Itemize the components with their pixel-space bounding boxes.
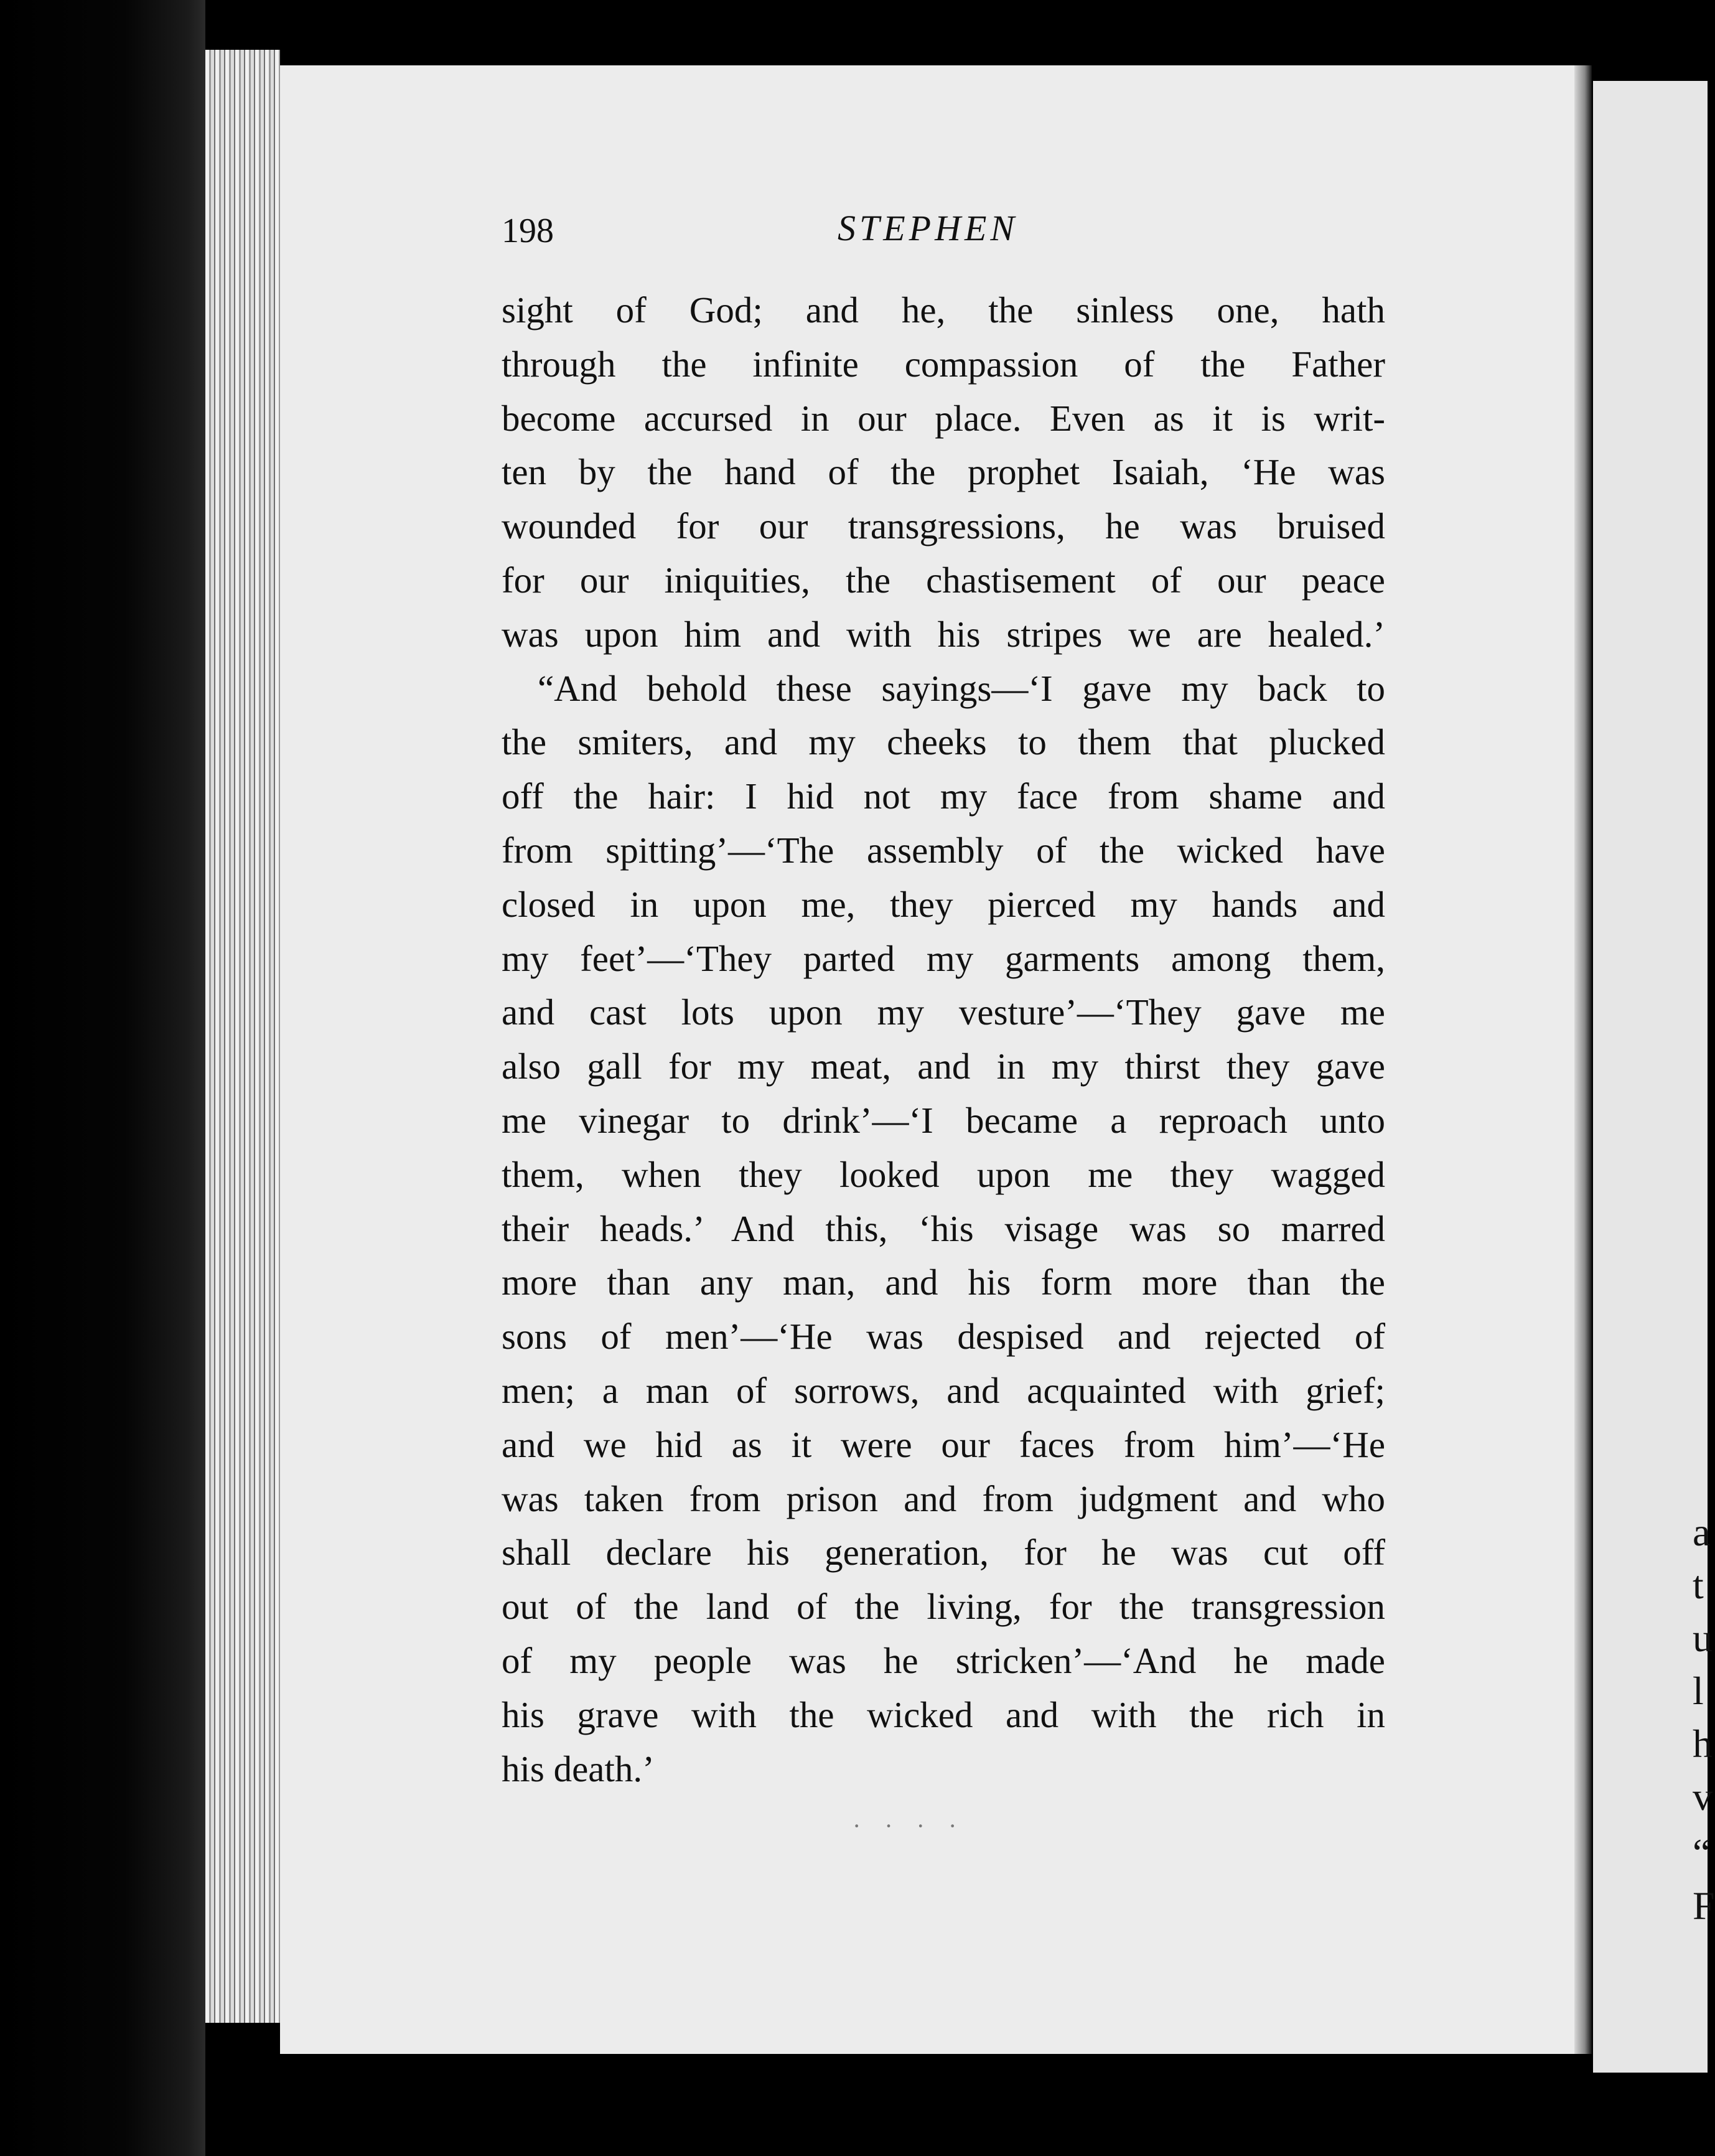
adjacent-page-letter: a: [1693, 1510, 1711, 1554]
text-line: from spitting’—‘The assembly of the wicked have: [502, 829, 1385, 871]
stacked-page-edges: [205, 50, 280, 2023]
adjacent-page-letter: t: [1693, 1563, 1704, 1607]
text-line: more than any man, and his form more than the: [502, 1262, 1385, 1303]
text-line: also gall for my meat, and in my thirst they gave: [502, 1046, 1385, 1087]
text-line: his grave with the wicked and with the rich in: [502, 1694, 1385, 1735]
text-line: was upon him and with his stripes we are healed.’: [502, 613, 1385, 655]
text-line: for our iniquities, the chastisement of our peace: [502, 559, 1385, 601]
adjacent-page-letter: u: [1693, 1616, 1713, 1660]
text-line: through the infinite compassion of the Father: [502, 343, 1385, 385]
adjacent-page-letter: v: [1693, 1774, 1713, 1819]
book-binding-shadow: [0, 0, 205, 2156]
text-line: his death.’: [502, 1748, 655, 1789]
adjacent-page-letter: “: [1693, 1830, 1711, 1875]
text-line: closed in upon me, they pierced my hands and: [502, 883, 1385, 925]
text-line: my feet’—‘They parted my garments among them,: [502, 937, 1385, 979]
text-line: men; a man of sorrows, and acquainted with grief;: [502, 1369, 1385, 1411]
text-line: their heads.’ And this, ‘his visage was so marred: [502, 1207, 1385, 1249]
text-line: me vinegar to drink’—‘I became a reproach unto: [502, 1099, 1385, 1141]
text-line: and we hid as it were our faces from him’—‘He: [502, 1423, 1385, 1465]
text-line: off the hair: I hid not my face from shame and: [502, 776, 1385, 817]
text-line: shall declare his generation, for he was cut off: [502, 1532, 1385, 1573]
page-ornament: · · · ·: [853, 1812, 966, 1840]
text-line: them, when they looked upon me they wagged: [502, 1153, 1385, 1195]
paragraph-first-line: “And behold these sayings—‘I gave my back to: [538, 667, 1385, 709]
text-line: sight of God; and he, the sinless one, hath: [502, 289, 1385, 330]
page-header: [502, 202, 1385, 258]
text-line: the smiters, and my cheeks to them that plucked: [502, 721, 1385, 763]
adjacent-page-letter: h: [1693, 1722, 1713, 1766]
text-line: was taken from prison and from judgment and who: [502, 1478, 1385, 1519]
text-line: of my people was he stricken’—‘And he made: [502, 1639, 1385, 1681]
page-body-text: [502, 283, 1385, 1796]
page-number: 198: [502, 212, 554, 250]
text-line: become accursed in our place. Even as it is writ-: [502, 397, 1385, 439]
text-line: ten by the hand of the prophet Isaiah, ‘He was: [502, 451, 1385, 493]
adjacent-page-letter: F: [1693, 1883, 1715, 1928]
text-line: out of the land of the living, for the transgression: [502, 1586, 1385, 1628]
text-line: wounded for our transgressions, he was bruised: [502, 505, 1385, 547]
page-gutter-shadow: [1574, 65, 1592, 2054]
text-line: and cast lots upon my vesture’—‘They gave me: [502, 991, 1385, 1033]
text-line: sons of men’—‘He was despised and rejected of: [502, 1316, 1385, 1357]
adjacent-page-fragment: [1593, 81, 1715, 2073]
running-title: STEPHEN: [838, 208, 1019, 248]
adjacent-page-letter: l: [1693, 1669, 1704, 1713]
